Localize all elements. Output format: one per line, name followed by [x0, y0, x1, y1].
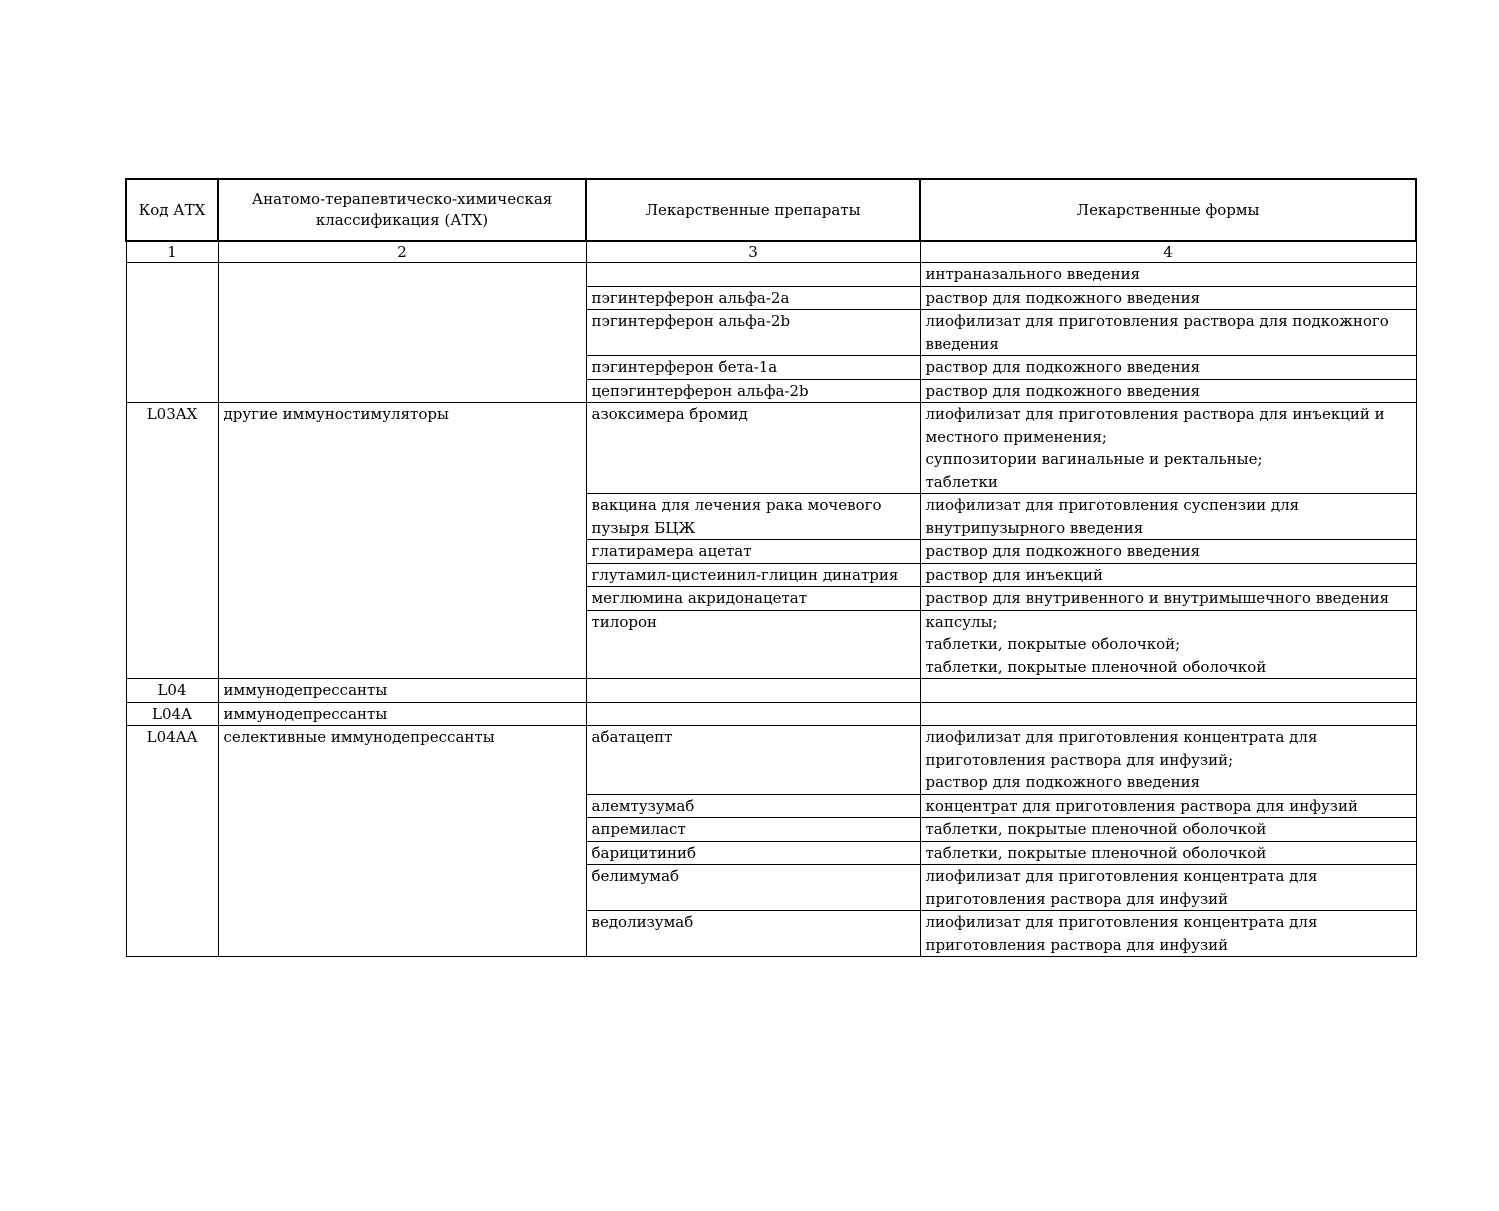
dosage-form-line: раствор для внутривенного и внутримышечного введения: [925, 589, 1390, 607]
atc-code-cell: [126, 818, 218, 842]
table-row: [126, 310, 1416, 356]
drug-name-cell: абатацепт: [586, 726, 920, 795]
dosage-forms-cell: [920, 794, 1416, 818]
dosage-form-line: таблетки, покрытые пленочной оболочкой: [925, 820, 1267, 838]
table-row: [126, 702, 1416, 726]
atc-code-cell: [126, 310, 218, 356]
dosage-form-line: лиофилизат для приготовления суспензии для: [925, 496, 1300, 514]
atc-code-cell: L04AA: [126, 726, 218, 795]
dosage-form-line: раствор для подкожного введения: [925, 381, 1201, 400]
atc-classification-cell: селективные иммунодепрессанты: [218, 726, 586, 795]
dosage-forms-cell: [920, 702, 1416, 726]
drug-name-cell: меглюмина акридонацетат: [586, 587, 920, 611]
dosage-form-line: местного применения;: [925, 427, 1107, 446]
dosage-form-line: приготовления раствора для инфузий: [925, 889, 1229, 908]
atc-code-cell: [126, 540, 218, 564]
column-number: 4: [920, 241, 1416, 263]
table-header-row: [126, 179, 1416, 241]
atc-code-cell: [126, 379, 218, 403]
dosage-forms-cell: [920, 679, 1416, 703]
column-number: 1: [126, 241, 218, 263]
atc-code-cell: [126, 263, 218, 287]
drug-name-cell: глутамил-цистеинил-глицин динатрия: [586, 563, 920, 587]
dosage-form-line: интраназального введения: [925, 265, 1141, 283]
dosage-forms-cell: [920, 563, 1416, 587]
table-row: [126, 379, 1416, 403]
table-row: [126, 679, 1416, 703]
table-row: [126, 540, 1416, 564]
atc-code-cell: [126, 563, 218, 587]
dosage-form-line: суппозитории вагинальные и ректальные;: [925, 450, 1263, 468]
atc-code-cell: [126, 794, 218, 818]
table-row: [126, 494, 1416, 540]
dosage-forms-cell: [920, 356, 1416, 380]
dosage-forms-cell: [920, 587, 1416, 611]
dosage-form-line: раствор для подкожного введения: [925, 542, 1201, 560]
dosage-form-line: концентрат для приготовления раствора для инфузий: [925, 796, 1358, 815]
atc-classification-cell: [218, 911, 586, 957]
dosage-forms-cell: [920, 494, 1416, 540]
atc-code-cell: [126, 587, 218, 611]
dosage-form-line: капсулы;: [925, 612, 998, 631]
dosage-forms-cell: [920, 286, 1416, 310]
dosage-form-line: таблетки: [925, 472, 998, 491]
atc-code-cell: [126, 865, 218, 911]
table-row: [126, 610, 1416, 679]
dosage-form-line: таблетки, покрытые оболочкой;: [925, 635, 1181, 653]
atc-code-cell: L04: [126, 679, 218, 703]
column-number: 2: [218, 241, 586, 263]
dosage-form-line: лиофилизат для приготовления концентрата для: [925, 867, 1318, 885]
table-row: [126, 286, 1416, 310]
atc-classification-cell: [218, 794, 586, 818]
table-body: [126, 263, 1416, 957]
drug-name-cell: глатирамера ацетат: [586, 540, 920, 564]
dosage-forms-cell: [920, 610, 1416, 679]
dosage-forms-cell: [920, 818, 1416, 842]
drug-name-cell: цепэгинтерферон альфа-2b: [586, 379, 920, 403]
drug-name-cell: азоксимера бромид: [586, 403, 920, 494]
atc-classification-cell: [218, 587, 586, 611]
atc-classification-cell: [218, 818, 586, 842]
dosage-form-line: введения: [925, 334, 999, 353]
atc-classification-cell: [218, 610, 586, 679]
header-dosage-forms: Лекарственные формы: [920, 179, 1416, 241]
atc-classification-cell: [218, 263, 586, 287]
atc-classification-cell: иммунодепрессанты: [218, 702, 586, 726]
header-atc-classification-line2: классификация (АТХ): [315, 211, 489, 229]
table-row: [126, 726, 1416, 795]
dosage-forms-cell: [920, 379, 1416, 403]
atc-classification-cell: [218, 865, 586, 911]
atc-classification-cell: [218, 540, 586, 564]
table-column-numbers-row: [126, 241, 1416, 263]
dosage-forms-cell: [920, 540, 1416, 564]
dosage-form-line: приготовления раствора для инфузий: [925, 935, 1229, 954]
atc-classification-cell: другие иммуностимуляторы: [218, 403, 586, 494]
table-row: [126, 865, 1416, 911]
table-row: [126, 356, 1416, 380]
atc-code-cell: [126, 841, 218, 865]
dosage-form-line: раствор для подкожного введения: [925, 773, 1201, 791]
drug-name-cell: вакцина для лечения рака мочевого пузыря БЦЖ: [586, 494, 920, 540]
dosage-forms-cell: [920, 841, 1416, 865]
table-row: [126, 911, 1416, 957]
header-atc-classification: [218, 179, 586, 241]
drug-name-cell: белимумаб: [586, 865, 920, 911]
drug-name-cell: [586, 702, 920, 726]
drug-name-cell: алемтузумаб: [586, 794, 920, 818]
drug-name-cell: барицитиниб: [586, 841, 920, 865]
table-row: [126, 263, 1416, 287]
dosage-forms-cell: [920, 865, 1416, 911]
table-row: [126, 818, 1416, 842]
atc-classification-cell: [218, 379, 586, 403]
dosage-forms-cell: [920, 263, 1416, 287]
dosage-form-line: лиофилизат для приготовления раствора для инъекций и: [925, 405, 1385, 423]
atc-drug-table: [125, 178, 1417, 957]
dosage-form-line: [926, 679, 1411, 702]
drug-name-cell: пэгинтерферон бета-1a: [586, 356, 920, 380]
atc-classification-cell: [218, 563, 586, 587]
dosage-form-line: приготовления раствора для инфузий;: [925, 750, 1234, 769]
atc-classification-cell: иммунодепрессанты: [218, 679, 586, 703]
atc-code-cell: [126, 494, 218, 540]
dosage-form-line: [926, 703, 1411, 726]
atc-classification-cell: [218, 841, 586, 865]
dosage-form-line: раствор для подкожного введения: [925, 288, 1201, 307]
dosage-form-line: внутрипузырного введения: [925, 518, 1144, 537]
atc-classification-cell: [218, 356, 586, 380]
drug-name-cell: [586, 263, 920, 287]
drug-name-cell: тилорон: [586, 610, 920, 679]
column-number: 3: [586, 241, 920, 263]
atc-code-cell: L04A: [126, 702, 218, 726]
dosage-forms-cell: [920, 403, 1416, 494]
drug-name-cell: [586, 679, 920, 703]
dosage-forms-cell: [920, 726, 1416, 795]
header-drugs: Лекарственные препараты: [586, 179, 920, 241]
drug-name-cell: ведолизумаб: [586, 911, 920, 957]
dosage-form-line: раствор для подкожного введения: [925, 358, 1201, 376]
table-row: [126, 841, 1416, 865]
atc-classification-cell: [218, 494, 586, 540]
dosage-form-line: таблетки, покрытые пленочной оболочкой: [925, 657, 1267, 676]
atc-classification-cell: [218, 310, 586, 356]
atc-classification-cell: [218, 286, 586, 310]
dosage-form-line: таблетки, покрытые пленочной оболочкой: [925, 843, 1267, 862]
table-row: [126, 794, 1416, 818]
dosage-form-line: лиофилизат для приготовления раствора для подкожного: [925, 312, 1389, 330]
drug-name-cell: пэгинтерферон альфа-2a: [586, 286, 920, 310]
dosage-forms-cell: [920, 911, 1416, 957]
dosage-forms-cell: [920, 310, 1416, 356]
drug-name-cell: пэгинтерферон альфа-2b: [586, 310, 920, 356]
header-atc-classification-line1: Анатомо-терапевтическо-химическая: [251, 190, 553, 208]
atc-code-cell: [126, 610, 218, 679]
dosage-form-line: раствор для инъекций: [925, 565, 1104, 584]
drug-name-cell: апремиласт: [586, 818, 920, 842]
table-row: [126, 403, 1416, 494]
atc-code-cell: [126, 911, 218, 957]
atc-code-cell: L03AX: [126, 403, 218, 494]
atc-code-cell: [126, 356, 218, 380]
dosage-form-line: лиофилизат для приготовления концентрата для: [925, 728, 1318, 746]
table-row: [126, 563, 1416, 587]
header-atc-code: Код АТХ: [126, 179, 218, 241]
dosage-form-line: лиофилизат для приготовления концентрата для: [925, 913, 1318, 931]
table-row: [126, 587, 1416, 611]
atc-code-cell: [126, 286, 218, 310]
